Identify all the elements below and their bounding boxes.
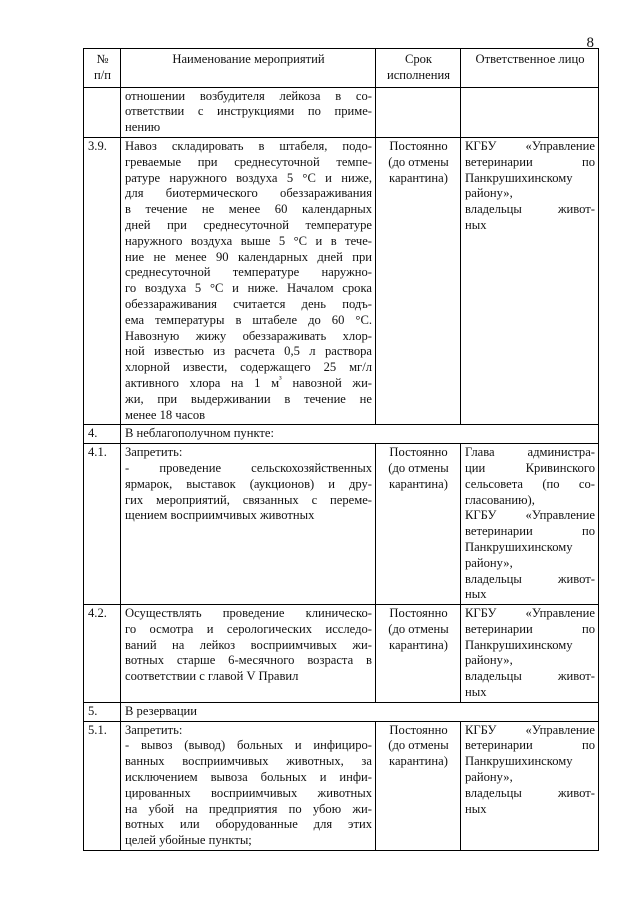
action-line: Запретить:: [125, 445, 183, 460]
action-line: ваний на лейкоз восприимчивых жи-: [125, 637, 372, 652]
term-cell: [376, 137, 461, 424]
responsible-line: ных: [465, 801, 487, 816]
term-line: карантина): [389, 637, 448, 652]
action-line: Осуществлять проведение клиническо-: [125, 606, 372, 621]
action-line: на убой на предприятия по убою жи-: [125, 801, 372, 816]
action-line: наружного воздуха выше 5 °С и в тече-: [125, 233, 372, 248]
action-line: ной известью из расчета 0,5 л раствора: [125, 344, 372, 359]
responsible-line: району»,: [465, 186, 513, 201]
action-line: ние не менее 90 календарных дней при: [125, 249, 372, 264]
action-line: в течение не менее 60 календарных: [125, 202, 372, 217]
table-row: [84, 721, 599, 850]
action-cell: [121, 87, 376, 137]
row-number: 4.2.: [84, 605, 121, 703]
row-number: 3.9.: [84, 137, 121, 424]
action-line: для биотермического обеззараживания: [125, 186, 372, 201]
action-line: Запретить:: [125, 722, 183, 737]
action-line: - проведение сельскохозяйственных: [125, 460, 372, 475]
responsible-cell: [461, 721, 599, 850]
responsible-line: Панкрушихинскому: [465, 170, 573, 185]
action-line: щением восприимчивых животных: [125, 508, 315, 523]
action-line: исключением вывоза больных и инфи-: [125, 770, 372, 785]
action-line: Навозную жижу обеззараживать хлор-: [125, 328, 372, 343]
header-num-line2: п/п: [94, 67, 111, 82]
action-line: вотных старше 6-месячного возраста в: [125, 653, 372, 668]
action-line: дней при среднесуточной температуре: [125, 217, 372, 232]
action-line: среднесуточной температуре наружно-: [125, 265, 372, 280]
action-cell: [121, 721, 376, 850]
action-line: обеззараживания считается день подъ-: [125, 296, 372, 311]
term-line: Постоянно: [389, 138, 448, 153]
term-cell: [376, 444, 461, 605]
table-row: [84, 605, 599, 703]
responsible-line: ции Кривинского: [465, 460, 595, 475]
responsible-cell: [461, 605, 599, 703]
term-line: (до отмены: [388, 738, 449, 753]
responsible-line: владельцы живот-: [465, 669, 595, 684]
responsible-line: владельцы живот-: [465, 571, 595, 586]
responsible-line: Панкрушихинскому: [465, 754, 573, 769]
table-row: [84, 137, 599, 424]
term-line: карантина): [389, 170, 448, 185]
row-number: 5.1.: [84, 721, 121, 850]
term-line: (до отмены: [388, 621, 449, 636]
responsible-line: ветеринарии по: [465, 524, 595, 539]
table-body: [84, 87, 599, 850]
action-line: цированных восприимчивых животных: [125, 785, 372, 800]
term-line: Постоянно: [389, 722, 448, 737]
term-cell: [376, 605, 461, 703]
responsible-line: ветеринарии по: [465, 154, 595, 169]
action-line: жи, при выдерживании в течение не: [125, 391, 372, 406]
page-number: 8: [586, 35, 594, 51]
term-line: карантина): [389, 476, 448, 491]
responsible-line: Панкрушихинскому: [465, 637, 573, 652]
responsible-line: владельцы живот-: [465, 785, 595, 800]
row-number: 4.: [84, 425, 121, 444]
responsible-line: ных: [465, 217, 487, 232]
action-line: ратуре наружного воздуха 5 °С и ниже,: [125, 170, 372, 185]
action-line: хлорной извести, содержащего 25 мг/л: [125, 360, 372, 375]
responsible-line: ветеринарии по: [465, 621, 595, 636]
term-line: Постоянно: [389, 606, 448, 621]
text-part: активного хлора на 1 м: [125, 375, 280, 390]
action-line: Навоз складировать в штабеля, подо-: [125, 138, 372, 153]
action-line: ярмарок, выставок (аукционов) и дру-: [125, 476, 372, 491]
section-title: В резервации: [121, 702, 599, 721]
term-cell: [376, 721, 461, 850]
term-line: Постоянно: [389, 445, 448, 460]
action-line: [125, 373, 373, 392]
action-line: го воздуха 5 °С и ниже. Началом срока: [125, 281, 372, 296]
header-term: [376, 49, 461, 88]
responsible-line: КГБУ «Управление: [465, 722, 595, 737]
measures-table: [83, 48, 599, 851]
term-line: карантина): [389, 754, 448, 769]
responsible-line: Глава администра-: [465, 445, 595, 460]
term-cell: [376, 87, 461, 137]
action-line: гих мероприятий, связанных с переме-: [125, 492, 372, 507]
action-line: греваемые при среднесуточной темпе-: [125, 154, 372, 169]
responsible-line: КГБУ «Управление: [465, 138, 595, 153]
responsible-line: КГБУ «Управление: [465, 508, 595, 523]
action-line: ема температуры в штабеле до 60 °С.: [125, 312, 372, 327]
action-line: ванных восприимчивых животных, за: [125, 754, 372, 769]
term-line: (до отмены: [388, 460, 449, 475]
row-number: [84, 87, 121, 137]
action-cell: [121, 444, 376, 605]
responsible-cell: [461, 137, 599, 424]
responsible-line: Панкрушихинскому: [465, 539, 573, 554]
action-line: целей убойные пункты;: [125, 833, 252, 848]
action-cell: [121, 137, 376, 424]
responsible-line: сельсовета (по со-: [465, 476, 595, 491]
responsible-cell: [461, 444, 599, 605]
responsible-line: району»,: [465, 770, 513, 785]
header-num-line1: №: [96, 52, 109, 66]
header-responsible: Ответственное лицо: [461, 49, 599, 88]
responsible-line: ных: [465, 685, 487, 700]
responsible-line: КГБУ «Управление: [465, 606, 595, 621]
row-number: 4.1.: [84, 444, 121, 605]
responsible-line: району»,: [465, 555, 513, 570]
header-term-line2: исполнения: [386, 67, 451, 82]
action-line: - вывоз (вывод) больных и инфициро-: [125, 738, 372, 753]
section-title: В неблагополучном пункте:: [121, 425, 599, 444]
action-cell: [121, 605, 376, 703]
responsible-line: владельцы живот-: [465, 202, 595, 217]
responsible-line: ветеринарии по: [465, 738, 595, 753]
table-row: [84, 87, 599, 137]
action-line: нению: [125, 120, 161, 135]
row-number: 5.: [84, 702, 121, 721]
action-line: отношении возбудителя лейкоза в со-: [125, 88, 372, 103]
action-line: ответствии с инструкциями по приме-: [125, 104, 372, 119]
header-num: [84, 49, 121, 88]
table-row: [84, 444, 599, 605]
header-name: Наименование мероприятий: [121, 49, 376, 88]
text-part: навозной жи-: [281, 375, 373, 390]
table-row: [84, 425, 599, 444]
action-line: вотных или оборудованные для этих: [125, 817, 372, 832]
superscript: ³: [279, 373, 282, 384]
header-term-line1: Срок: [404, 52, 433, 66]
table-row: [84, 702, 599, 721]
responsible-line: ных: [465, 587, 487, 602]
term-line: (до отмены: [388, 154, 449, 169]
action-line: соответствии с главой V Правил: [125, 669, 299, 684]
action-line: менее 18 часов: [125, 407, 206, 422]
responsible-cell: [461, 87, 599, 137]
table-header-row: [84, 49, 599, 88]
responsible-line: гласованию),: [465, 492, 535, 507]
action-line: го осмотра и серологических исследо-: [125, 621, 372, 636]
responsible-line: району»,: [465, 653, 513, 668]
